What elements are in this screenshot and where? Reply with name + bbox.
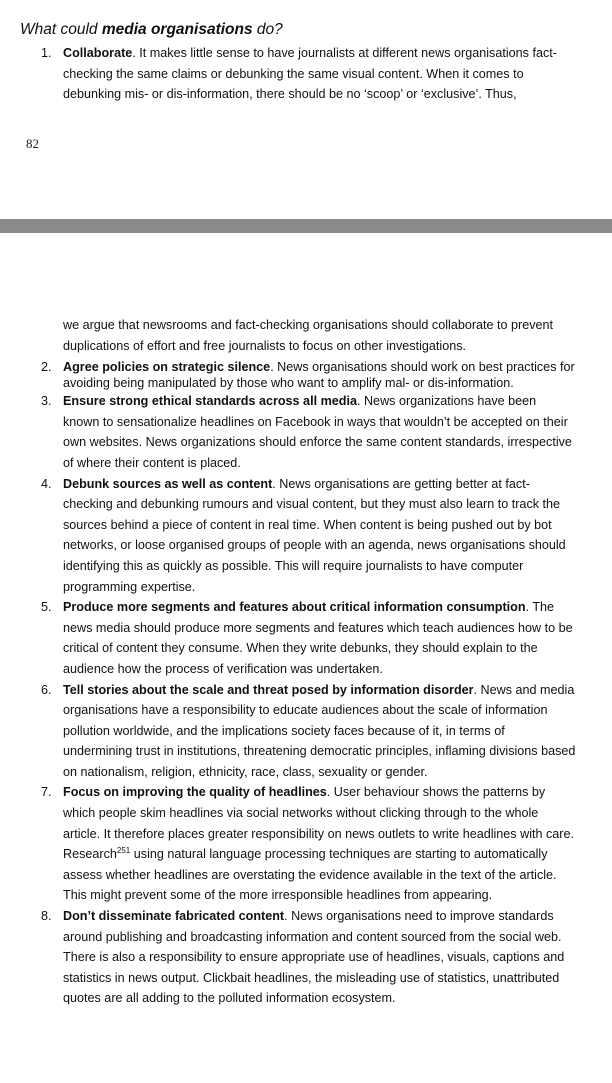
- page-divider: [0, 219, 612, 233]
- list-item-1-continued: we argue that newsrooms and fact-checking organisations should collaborate to prevent duplications of effort and free journalists to focus on other investigations.: [63, 318, 554, 353]
- list-item-3: 3. Ensure strong ethical standards across all media. News organizations have been known to sensationalize headlines on Facebook in ways that wouldn’t be accepted on their own websites. News organizations should enforce the same content standards, irrespective of where their content is placed.: [41, 394, 572, 470]
- list-top: [0, 43, 612, 105]
- section-heading: What could media organisations do?: [20, 21, 283, 38]
- list-item-8: 8. Don’t disseminate fabricated content. News organisations need to improve standards around publishing and broadcasting information and content sourced from the social web. There is also a responsibility to ensure appropriate use of headlines, visuals, captions and statistics in news output. Clickbait headlines, the misleading use of statistics, unattributed quotes are all adding to the polluted information ecosystem.: [41, 909, 565, 1006]
- list-item-7: 7. Focus on improving the quality of headlines. User behaviour shows the patterns by which people skim headlines via social networks without clicking through to the whole article. It therefore places greater responsibility on news outlets to write headlines with care. Research$^{251}$ using natural language processing techniques are starting to automatically assess whether headlines are overstating the evidence available in the text of the article. This might prevent some of the more irresponsible headlines from appearing.: [41, 785, 574, 903]
- page-number: 82: [26, 136, 39, 151]
- list-item-2: 2. Agree policies on strategic silence. News organisations should work on best practices for avoiding being manipulated by those who want to amplify mal- or dis-information.: [41, 360, 575, 391]
- footnote-marker: 251: [116, 846, 131, 856]
- list-item-5: 5. Produce more segments and features about critical information consumption. The news media should produce more segments and features which teach audiences how to be critical of content they consume. When they write debunks, they should explain to the audience how the process of verification was undertaken.: [41, 600, 573, 676]
- list-item-4: 4. Debunk sources as well as content. News organisations are getting better at fact-checking and debunking rumours and visual content, but they must also learn to track the sources behind a piece of content in real time. When content is being pushed out by bot networks, or loose organised groups of people with an agenda, news organisations should identifying this as quickly as possible. This will require journalists to have computer programming expertise.: [41, 476, 566, 594]
- list-item-1-top: 1. Collaborate. It makes little sense to have journalists at different news organisations fact-checking the same claims or debunking the same visual content. When it comes to debunking mis- or dis-information, there should be no ‘scoop’ or ‘exclusive’. Thus,: [41, 46, 557, 102]
- list-bottom: [0, 315, 612, 1009]
- list-item-6: 6. Tell stories about the scale and threat posed by information disorder. News and media organisations have a responsibility to educate audiences about the scale of information pollution worldwide, and the implications society faces because of it, in terms of undermining trust in institutions, threatening democratic principles, inflaming divisions based on nationalism, religion, ethnicity, race, class, sexuality or gender.: [41, 682, 576, 779]
